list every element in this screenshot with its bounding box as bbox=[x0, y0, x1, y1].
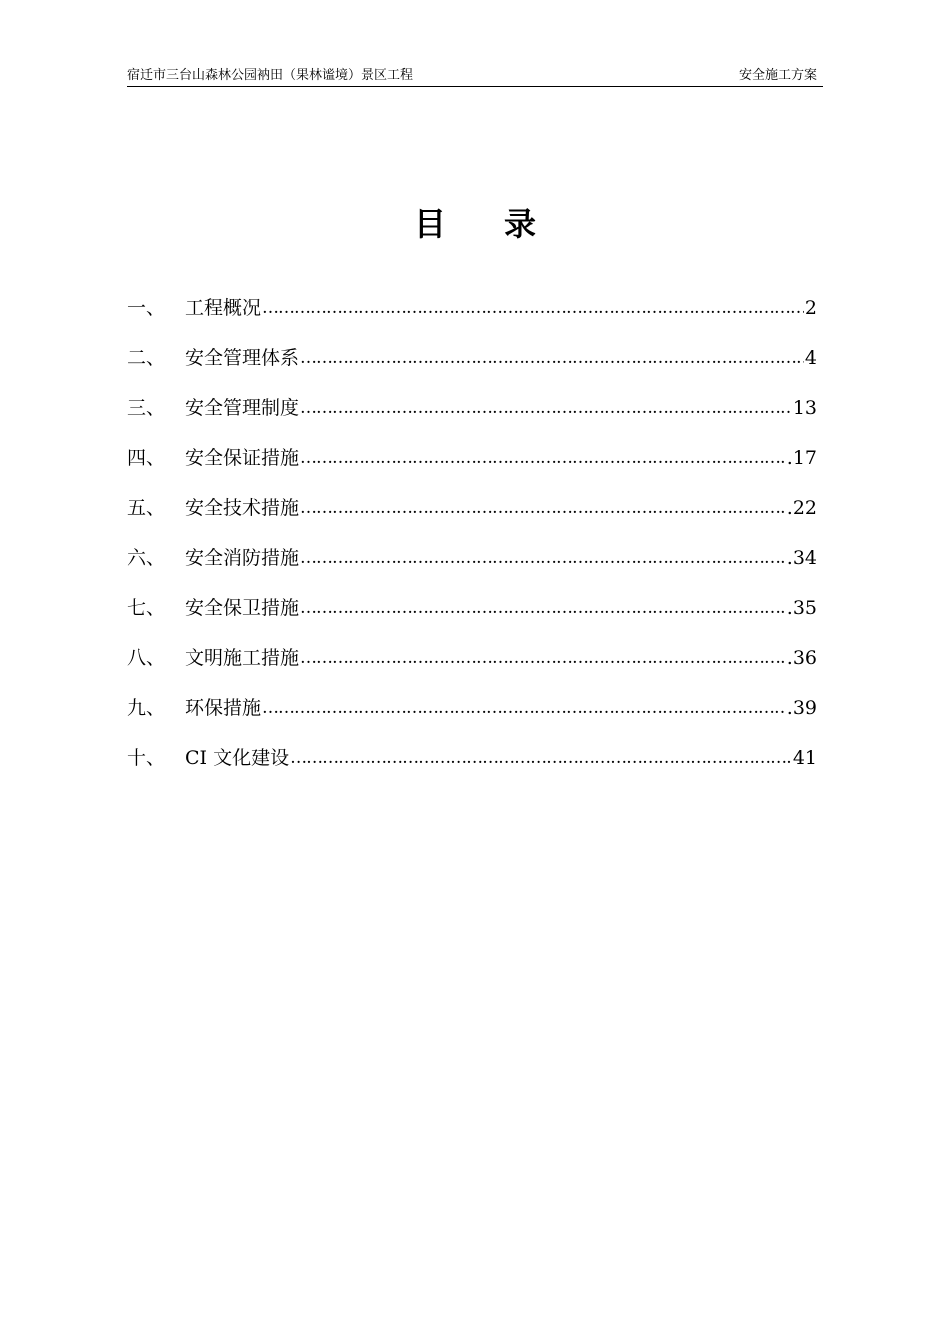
toc-entry-number: 四、 bbox=[127, 447, 166, 469]
toc-entry-page: 4 bbox=[804, 347, 817, 369]
toc-entry-number: 三、 bbox=[127, 397, 166, 419]
toc-entry-3[interactable] bbox=[127, 383, 817, 433]
toc-entry-title: 安全管理制度 bbox=[185, 397, 300, 419]
toc-entry-title: 工程概况 bbox=[185, 297, 262, 319]
toc-entry-number: 六、 bbox=[127, 547, 166, 569]
toc-entry-title: 安全技术措施 bbox=[185, 497, 300, 519]
toc-entry-page: .35 bbox=[786, 597, 817, 619]
toc-entry-number: 八、 bbox=[127, 647, 166, 669]
toc-entry-9[interactable] bbox=[127, 683, 817, 733]
toc-entry-10[interactable] bbox=[127, 733, 817, 783]
toc-entry-page: .39 bbox=[786, 697, 817, 719]
toc-dot-leader bbox=[300, 493, 786, 523]
toc-entry-2[interactable] bbox=[127, 333, 817, 383]
toc-dot-leader bbox=[262, 693, 786, 723]
toc-dot-leader bbox=[262, 293, 804, 323]
toc-entry-number: 五、 bbox=[127, 497, 166, 519]
toc-entry-number: 二、 bbox=[127, 347, 166, 369]
header-project-name: 宿迁市三台山森林公园衲田（果林谧境）景区工程 bbox=[127, 68, 414, 83]
toc-title-char-1: 目 bbox=[413, 205, 446, 243]
toc-entry-title: 安全消防措施 bbox=[185, 547, 300, 569]
toc-entry-5[interactable] bbox=[127, 483, 817, 533]
toc-entry-4[interactable] bbox=[127, 433, 817, 483]
toc-title-char-2: 录 bbox=[504, 205, 537, 243]
toc-dot-leader bbox=[290, 743, 792, 773]
toc-entry-8[interactable] bbox=[127, 633, 817, 683]
toc-entry-7[interactable] bbox=[127, 583, 817, 633]
toc-entry-page: .22 bbox=[786, 497, 817, 519]
toc-dot-leader bbox=[300, 443, 786, 473]
toc-entry-number: 七、 bbox=[127, 597, 166, 619]
toc-list bbox=[127, 283, 817, 783]
toc-entry-title: CI 文化建设 bbox=[185, 747, 290, 769]
toc-dot-leader bbox=[300, 393, 792, 423]
toc-entry-number: 十、 bbox=[127, 747, 166, 769]
toc-title bbox=[0, 200, 950, 248]
toc-dot-leader bbox=[300, 593, 786, 623]
page-header bbox=[127, 66, 823, 87]
toc-dot-leader bbox=[300, 543, 786, 573]
toc-entry-6[interactable] bbox=[127, 533, 817, 583]
toc-entry-number: 一、 bbox=[127, 297, 166, 319]
toc-entry-title: 安全保卫措施 bbox=[185, 597, 300, 619]
toc-entry-number: 九、 bbox=[127, 697, 166, 719]
toc-entry-page: 41 bbox=[792, 747, 817, 769]
toc-dot-leader bbox=[300, 343, 804, 373]
toc-dot-leader bbox=[300, 643, 786, 673]
toc-entry-title: 文明施工措施 bbox=[185, 647, 300, 669]
toc-entry-1[interactable] bbox=[127, 283, 817, 333]
toc-entry-page: 13 bbox=[792, 397, 817, 419]
toc-entry-page: .17 bbox=[786, 447, 817, 469]
toc-entry-page: .34 bbox=[786, 547, 817, 569]
toc-entry-title: 安全保证措施 bbox=[185, 447, 300, 469]
toc-entry-page: .36 bbox=[786, 647, 817, 669]
toc-entry-title: 环保措施 bbox=[185, 697, 262, 719]
toc-entry-page: 2 bbox=[804, 297, 817, 319]
header-document-type: 安全施工方案 bbox=[738, 68, 817, 83]
toc-entry-title: 安全管理体系 bbox=[185, 347, 300, 369]
